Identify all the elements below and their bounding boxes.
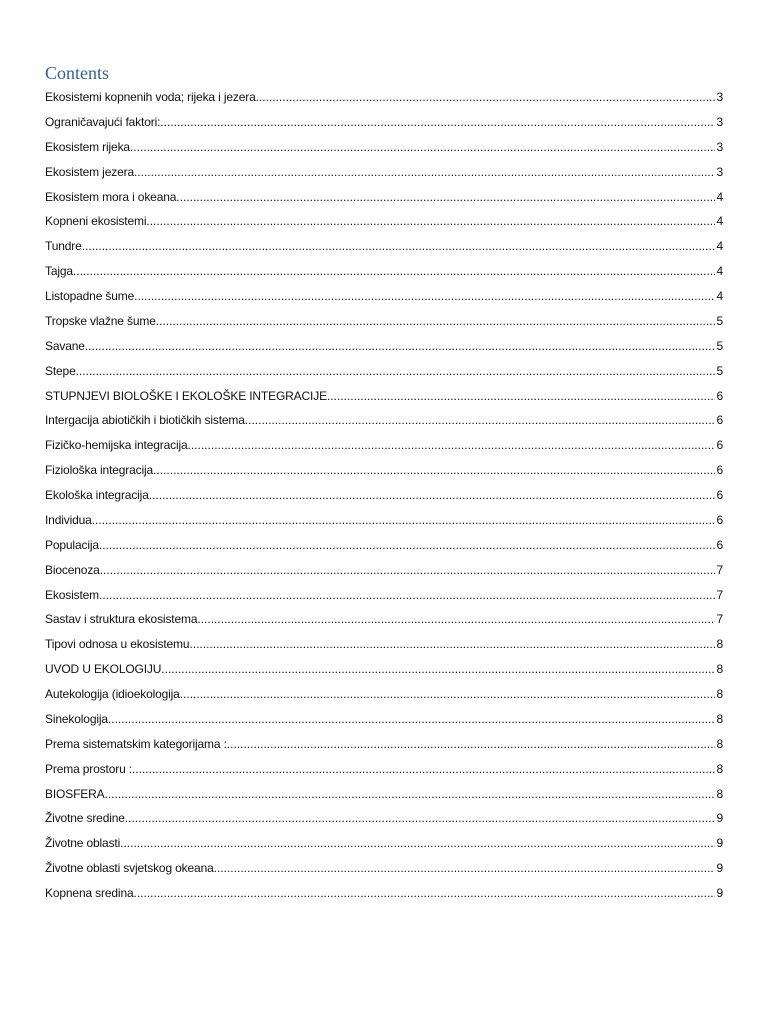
toc-leader-dots (327, 384, 716, 409)
toc-entry-title: Biocenoza (45, 562, 100, 577)
toc-entry-title: Listopadne šume (45, 289, 135, 303)
toc-page-number: 7 (716, 587, 723, 602)
toc-page-number: 7 (716, 562, 723, 577)
toc-entry[interactable] (45, 408, 723, 433)
toc-entry[interactable] (45, 334, 723, 359)
toc-entry-title: Ekosistem rijeka (45, 139, 130, 154)
toc-entry[interactable] (45, 309, 723, 334)
toc-entry[interactable] (45, 234, 723, 259)
toc-entry[interactable] (45, 881, 723, 906)
toc-leader-dots (160, 110, 715, 135)
toc-entry-title: Tipovi odnosa u ekosistemu (45, 637, 190, 652)
toc-leader-dots (153, 458, 715, 483)
toc-entry-title: Autekologija (idioekologija (45, 687, 180, 701)
toc-entry-title: Intergacija abiotičkih i biotičkih sistema (45, 413, 245, 428)
toc-leader-dots (149, 483, 716, 508)
toc-entry-title: Fizičko-hemijska integracija (45, 438, 188, 453)
toc-entry[interactable] (45, 657, 723, 682)
toc-leader-dots (82, 234, 716, 259)
toc-entry[interactable] (45, 856, 723, 881)
toc-list (45, 85, 723, 906)
toc-entry[interactable] (45, 682, 723, 707)
toc-entry-title: Prema prostoru : (45, 761, 132, 776)
toc-leader-dots (108, 707, 716, 732)
toc-leader-dots (189, 632, 715, 657)
toc-entry[interactable] (45, 632, 723, 657)
toc-page-number: 8 (716, 687, 723, 701)
toc-page-number: 8 (716, 637, 723, 652)
toc-entry-title: Ograničavajući faktori: (45, 114, 161, 129)
toc-entry-title: Tajga (45, 264, 73, 279)
toc-page-number: 6 (716, 413, 723, 428)
toc-page-number: 4 (716, 264, 723, 279)
toc-leader-dots (120, 831, 715, 856)
toc-leader-dots (245, 408, 716, 433)
toc-page-number: 8 (716, 736, 723, 751)
toc-entry-title: UVOD U EKOLOGIJU (45, 662, 162, 677)
toc-entry[interactable] (45, 583, 723, 608)
toc-entry-title: Savane (45, 338, 85, 353)
toc-page-number: 4 (716, 289, 723, 303)
toc-entry[interactable] (45, 707, 723, 732)
toc-entry-title: Kopneni ekosistemi (45, 214, 147, 229)
toc-entry[interactable] (45, 384, 723, 409)
toc-entry-title: Ekosistem mora i okeana (45, 189, 177, 204)
toc-page-number: 6 (716, 512, 723, 527)
toc-leader-dots (130, 135, 716, 160)
toc-entry-title: Sastav i struktura ekosistema (45, 612, 198, 627)
toc-page-number: 6 (716, 488, 723, 502)
toc-entry[interactable] (45, 110, 723, 135)
toc-page-number: 9 (716, 811, 723, 826)
toc-page-number: 4 (716, 214, 723, 229)
toc-entry[interactable] (45, 259, 723, 284)
toc-entry-title: Prema sistematskim kategorijama : (45, 736, 227, 751)
toc-heading: Contents (45, 63, 110, 83)
toc-leader-dots (214, 856, 716, 881)
toc-page-number: 3 (716, 114, 723, 129)
toc-entry[interactable] (45, 757, 723, 782)
toc-entry[interactable] (45, 483, 723, 508)
toc-page-number: 9 (716, 861, 723, 876)
toc-page-number: 6 (716, 438, 723, 453)
toc-leader-dots (227, 732, 716, 757)
toc-page-number: 8 (716, 711, 723, 726)
toc-entry[interactable] (45, 782, 723, 807)
toc-page-number: 6 (716, 388, 723, 403)
toc-entry-title: STUPNJEVI BIOLOŠKE I EKOLOŠKE INTEGRACIJE (45, 388, 327, 403)
toc-entry-title: Individua (45, 512, 92, 527)
toc-page-number: 5 (716, 338, 723, 353)
toc-entry-title: Životne oblasti svjetskog okeana (45, 861, 214, 876)
toc-entry-title: Ekosistem jezera (45, 164, 134, 179)
toc-leader-dots (99, 533, 716, 558)
toc-leader-dots (100, 558, 716, 583)
toc-entry[interactable] (45, 433, 723, 458)
toc-entry[interactable] (45, 359, 723, 384)
toc-leader-dots (92, 508, 716, 533)
toc-page-number: 9 (716, 836, 723, 851)
toc-entry[interactable] (45, 806, 723, 831)
toc-page-number: 3 (716, 90, 723, 104)
toc-page-number: 5 (716, 313, 723, 328)
toc-leader-dots (146, 209, 715, 234)
toc-entry[interactable] (45, 85, 723, 110)
toc-page-number: 9 (716, 886, 723, 900)
toc-leader-dots (188, 433, 716, 458)
toc-entry[interactable] (45, 831, 723, 856)
toc-entry-title: Kopnena sredina (45, 886, 134, 900)
toc-leader-dots (76, 359, 716, 384)
toc-entry-title: BIOSFERA (45, 786, 105, 801)
toc-leader-dots (156, 309, 716, 334)
toc-entry-title: Sinekologija (45, 711, 108, 726)
toc-entry[interactable] (45, 284, 723, 309)
toc-entry[interactable] (45, 160, 723, 185)
toc-entry-title: Stepe (45, 363, 76, 378)
toc-entry[interactable] (45, 185, 723, 210)
toc-entry-title: Populacija (45, 537, 99, 552)
toc-page-number: 3 (716, 164, 723, 179)
toc-entry[interactable] (45, 607, 723, 632)
toc-page-number: 4 (716, 239, 723, 254)
toc-page-number: 3 (716, 139, 723, 154)
toc-leader-dots (85, 334, 716, 359)
toc-page-number: 7 (716, 612, 723, 627)
toc-entry-title: Ekološka integracija (45, 488, 149, 502)
toc-page-number: 8 (716, 761, 723, 776)
toc-leader-dots (73, 259, 716, 284)
toc-entry[interactable] (45, 135, 723, 160)
toc-leader-dots (180, 682, 716, 707)
toc-leader-dots (176, 185, 715, 210)
toc-leader-dots (125, 806, 716, 831)
toc-leader-dots (132, 757, 716, 782)
toc-leader-dots (161, 657, 715, 682)
toc-entry[interactable] (45, 508, 723, 533)
toc-leader-dots (134, 160, 716, 185)
toc-page-number: 8 (716, 786, 723, 801)
toc-page-number: 6 (716, 463, 723, 478)
toc-leader-dots (197, 607, 715, 632)
toc-page-number: 5 (716, 363, 723, 378)
toc-entry-title: Tropske vlažne šume (45, 313, 156, 328)
toc-entry[interactable] (45, 533, 723, 558)
toc-entry[interactable] (45, 209, 723, 234)
toc-entry-title: Životne oblasti (45, 836, 121, 851)
toc-entry[interactable] (45, 732, 723, 757)
toc-leader-dots (256, 85, 716, 110)
toc-leader-dots (134, 881, 716, 906)
toc-entry-title: Ekosistem (45, 587, 99, 602)
toc-page-number: 8 (716, 662, 723, 677)
toc-page-number: 6 (716, 537, 723, 552)
toc-leader-dots (104, 782, 715, 807)
toc-page-number: 4 (716, 189, 723, 204)
toc-entry-title: Životne sredine (45, 811, 125, 826)
toc-entry-title: Tundre (45, 239, 82, 254)
toc-entry-title: Ekosistemi kopnenih voda; rijeka i jezera (45, 90, 256, 104)
toc-entry-title: Fiziološka integracija (45, 463, 154, 478)
toc-entry[interactable] (45, 458, 723, 483)
toc-entry[interactable] (45, 558, 723, 583)
toc-leader-dots (134, 284, 715, 309)
toc-leader-dots (99, 583, 715, 608)
